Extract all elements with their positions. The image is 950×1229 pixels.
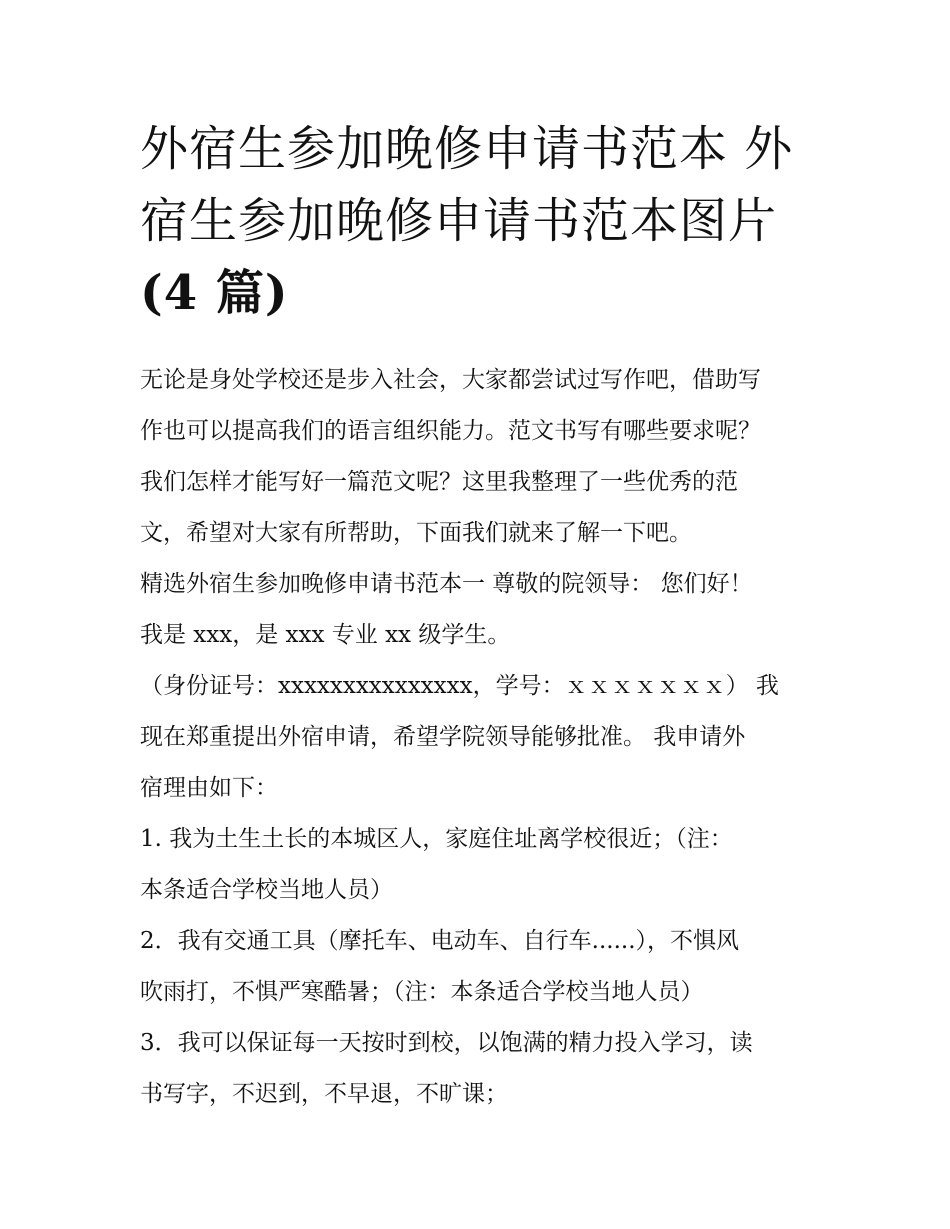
title-line-3: (4 篇): [140, 265, 289, 321]
body-line-9: 宿理由如下：: [140, 775, 278, 801]
body-line-10: 1. 我为土生土长的本城区人，家庭住址离学校很近；（注：: [140, 826, 733, 852]
body-line-13: 吹雨打，不惧严寒酷暑；（注：本条适合学校当地人员）: [140, 979, 704, 1005]
title-line-1: 外宿生参加晚修申请书范本 外: [140, 121, 794, 177]
body-line-15: 书写字，不迟到，不早退，不旷课；: [140, 1081, 508, 1107]
body-line-1: 无论是身处学校还是步入社会，大家都尝试过写作吧，借助写: [140, 367, 761, 393]
body-line-12: 2．我有交通工具（摩托车、电动车、自行车......），不惧风: [140, 928, 739, 954]
body-line-4: 文，希望对大家有所帮助，下面我们就来了解一下吧。: [140, 520, 692, 546]
body-line-3: 我们怎样才能写好一篇范文呢？这里我整理了一些优秀的范: [140, 469, 738, 495]
body-line-6: 我是 xxx，是 xxx 专业 xx 级学生。: [140, 622, 511, 648]
body-line-14: 3．我可以保证每一天按时到校，以饱满的精力投入学习，读: [140, 1030, 753, 1056]
body-line-8: 现在郑重提出外宿申请，希望学院领导能够批准。 我申请外: [140, 724, 746, 750]
body-line-7: （身份证号：xxxxxxxxxxxxxxx，学号：ｘｘｘｘｘｘｘ） 我: [140, 673, 779, 699]
body-line-2: 作也可以提高我们的语言组织能力。范文书写有哪些要求呢？: [140, 418, 761, 444]
body-line-11: 本条适合学校当地人员）: [140, 877, 393, 903]
body-line-5: 精选外宿生参加晚修申请书范本一 尊敬的院领导： 您们好！: [140, 571, 753, 597]
document-body: [140, 355, 830, 1120]
document-title: [140, 113, 820, 329]
title-line-2: 宿生参加晚修申请书范本图片: [140, 193, 778, 249]
